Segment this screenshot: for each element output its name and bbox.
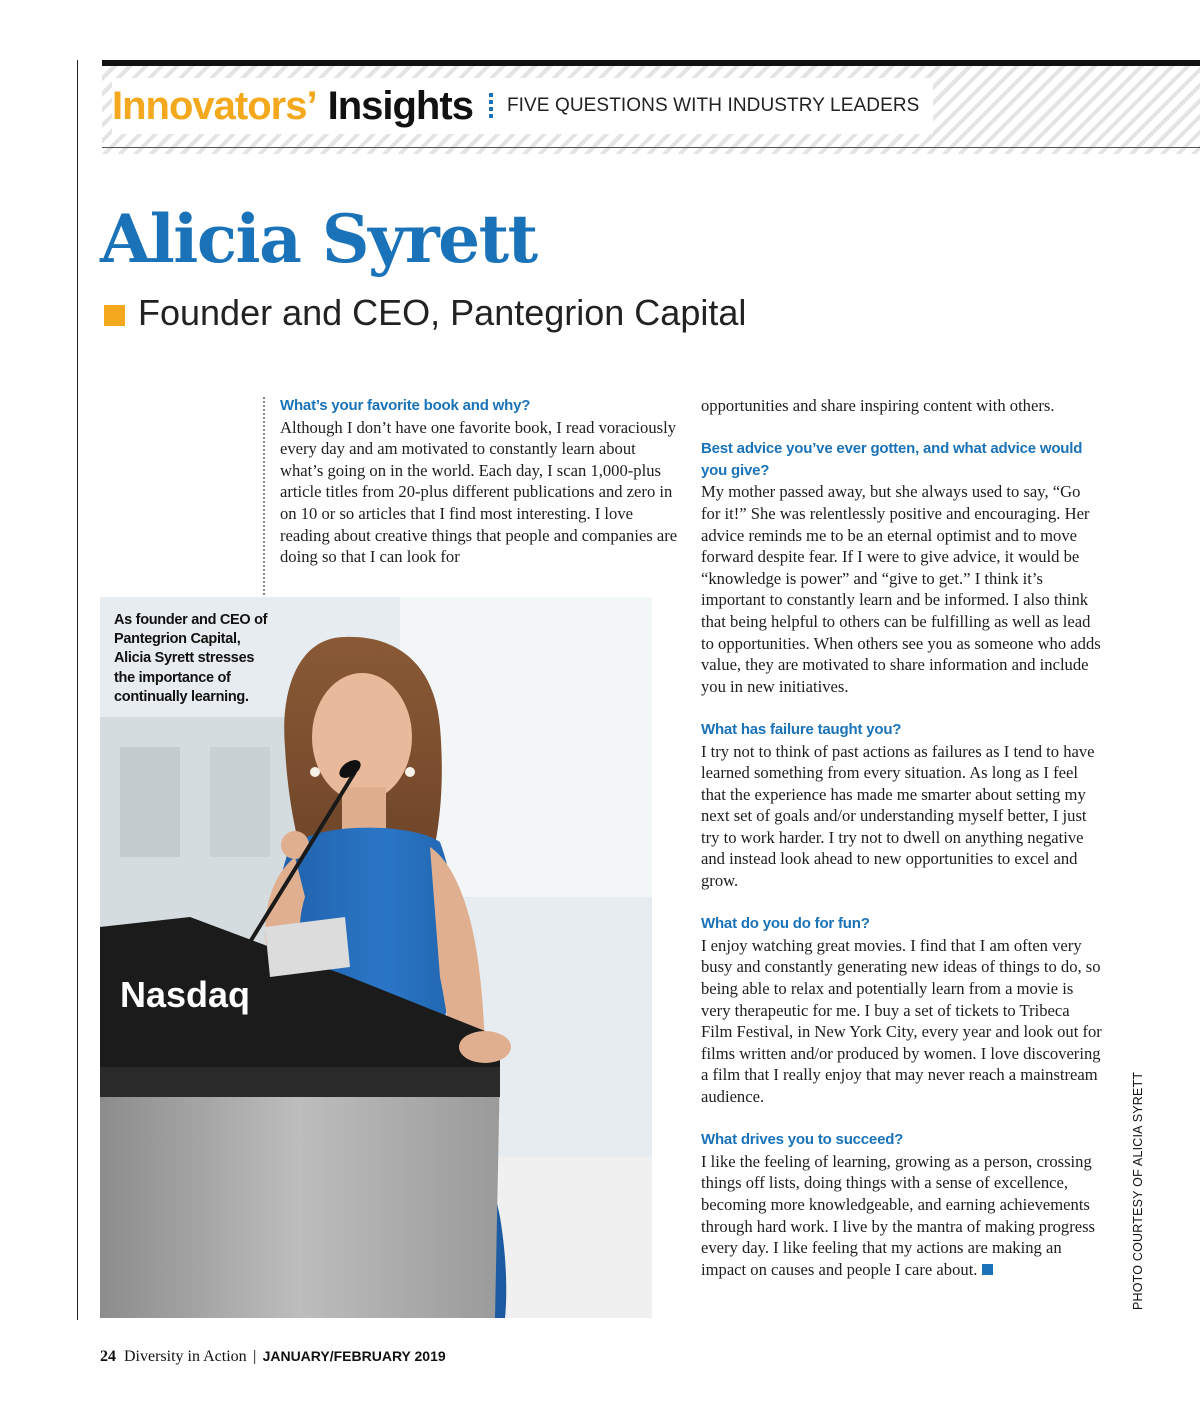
- page-footer: [100, 1348, 446, 1366]
- series-title-part-2: Insights: [327, 83, 473, 128]
- photo-credit: PHOTO COURTESY OF ALICIA SYRETT: [1131, 1071, 1145, 1310]
- person-title: Founder and CEO, Pantegrion Capital: [138, 292, 747, 333]
- title-bullet-square: [104, 305, 125, 326]
- left-text-column: [280, 395, 682, 568]
- question-heading: What’s your favorite book and why?: [280, 397, 531, 414]
- page-number: 24: [100, 1348, 116, 1365]
- header-separator: [489, 93, 493, 119]
- person-name: Alicia Syrett: [100, 200, 537, 278]
- series-title-part-1: Innovators’: [112, 83, 317, 128]
- answer-text: I try not to think of past actions as failures as I tend to have learned something from every situation. As long as I feel that the experience has made me smarter about setting my next set of goals and/or understanding myself better, I just try to work harder. I try not to dwell on anything negative and instead look ahead to new opportunities to excel and grow.: [701, 741, 1095, 891]
- answer-text: I like the feeling of learning, growing as a person, crossing things off lists, doing things with a sense of excellence, becoming more knowledgeable, and earning achievements through hard work. I live by the mantra of making progress every day. I like feeling that my actions are making an impact on causes and people I care about.: [701, 1151, 1096, 1279]
- header-divider: [102, 147, 1200, 148]
- podium-logo-text: Nasdaq: [120, 974, 251, 1015]
- answer-text-final: [701, 1151, 1103, 1281]
- end-of-article-mark: [982, 1264, 993, 1275]
- question-heading: What do you do for fun?: [701, 915, 870, 933]
- question-heading: What drives you to succeed?: [701, 1131, 904, 1149]
- right-text-column: [701, 395, 1103, 1280]
- page-margin-rule: [77, 60, 78, 1320]
- column-divider: [263, 397, 265, 595]
- answer-text: I enjoy watching great movies. I find that I am often very busy and constantly generating new ideas of things to do, so being able to relax and potentially learn from a movie is very therapeutic for me. I buy a set of tickets to Tribeca Film Festival, in New York City, every year and look out for films written and/or produced by women. I love discovering a film that I really enjoy that may never reach a mainstream audience.: [701, 935, 1102, 1106]
- answer-text: My mother passed away, but she always used to say, “Go for it!” She was relentlessly positive and encouraging. Her advice reminds me to be an eternal optimist and to move forward despite fear. If I were to give advice, it would be “knowledge is power” and “give to get.” I think it’s important to constantly learn and be informed. I also think that being helpful to others can be fulfilling as well as lead to opportunities. When others see you as someone who adds value, they are motivated to share information and include you in new initiatives.: [701, 482, 1101, 696]
- series-header: [112, 78, 933, 134]
- series-tagline: FIVE QUESTIONS WITH INDUSTRY LEADERS: [506, 95, 920, 116]
- question-heading: Best advice you’ve ever gotten, and what advice would you give?: [701, 440, 1083, 479]
- photo-caption: As founder and CEO of Pantegrion Capital, Alicia Syrett stresses the importance of continually learning.: [114, 612, 268, 705]
- magazine-name: Diversity in Action: [124, 1348, 247, 1365]
- answer-text-continued: opportunities and share inspiring content with others.: [701, 396, 1055, 415]
- answer-text: Although I don’t have one favorite book, I read voraciously every day and am motivated to constantly learn about what’s going on in the world. Each day, I scan 1,000-plus article titles from 20-plus different publications and zero in on 10 or so articles that I find most interesting. I love reading about creative things that people and companies are doing so that I can look for: [280, 417, 678, 567]
- footer-separator: |: [252, 1348, 257, 1365]
- question-heading: What has failure taught you?: [701, 720, 902, 738]
- issue-date: JANUARY/FEBRUARY 2019: [262, 1348, 446, 1364]
